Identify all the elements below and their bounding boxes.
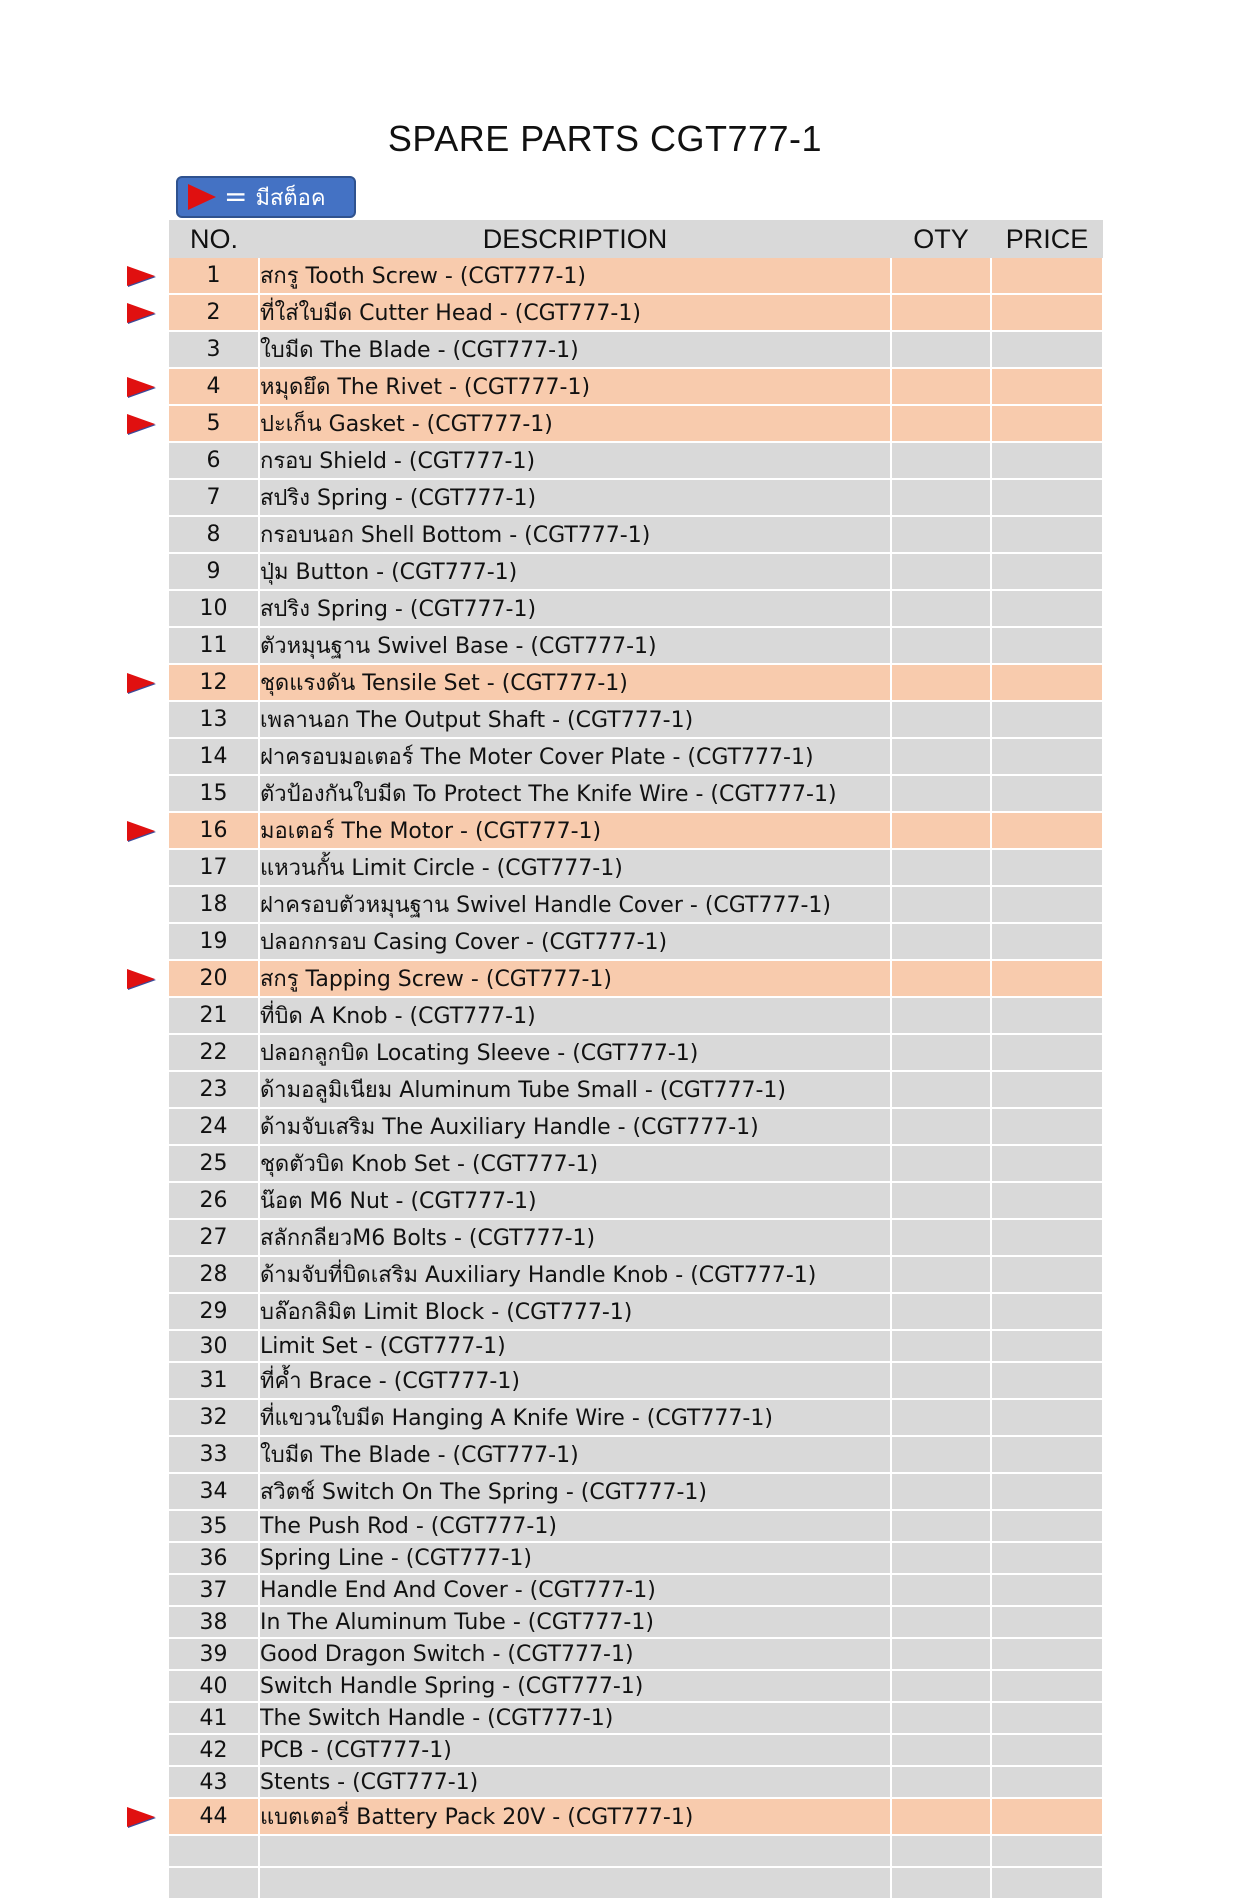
part-number: 43 (169, 1766, 259, 1798)
part-price (991, 1256, 1103, 1293)
part-qty (891, 1108, 991, 1145)
part-qty (891, 294, 991, 331)
table-row (169, 1798, 1103, 1835)
part-price (991, 775, 1103, 812)
part-qty (891, 1766, 991, 1798)
table-row (169, 1734, 1103, 1766)
part-number: 18 (169, 886, 259, 923)
part-price (991, 1766, 1103, 1798)
part-number (169, 1867, 259, 1899)
part-price (991, 1867, 1103, 1899)
header-description: DESCRIPTION (259, 220, 891, 258)
part-qty (891, 1473, 991, 1510)
part-qty (891, 701, 991, 738)
part-price (991, 258, 1103, 294)
part-description: Good Dragon Switch - (CGT777-1) (259, 1638, 891, 1670)
part-price (991, 886, 1103, 923)
stock-legend (176, 176, 356, 218)
part-description: The Push Rod - (CGT777-1) (259, 1510, 891, 1542)
part-qty (891, 1034, 991, 1071)
table-row (169, 997, 1103, 1034)
part-description: น๊อต M6 Nut - (CGT777-1) (259, 1182, 891, 1219)
part-number: 42 (169, 1734, 259, 1766)
table-row (169, 1473, 1103, 1510)
part-price (991, 1071, 1103, 1108)
header-price: PRICE (991, 220, 1103, 258)
part-qty (891, 849, 991, 886)
part-number: 5 (169, 405, 259, 442)
part-description: ชุดตัวบิด Knob Set - (CGT777-1) (259, 1145, 891, 1182)
legend-equals: = (224, 180, 248, 213)
part-price (991, 849, 1103, 886)
part-price (991, 1293, 1103, 1330)
part-number: 11 (169, 627, 259, 664)
red-flag-icon (127, 377, 155, 397)
table-row (169, 1362, 1103, 1399)
table-row (169, 1182, 1103, 1219)
table-row (169, 1638, 1103, 1670)
part-description: ที่ใส่ใบมีด Cutter Head - (CGT777-1) (259, 294, 891, 331)
part-number: 10 (169, 590, 259, 627)
part-description: PCB - (CGT777-1) (259, 1734, 891, 1766)
table-row (169, 1145, 1103, 1182)
part-qty (891, 1670, 991, 1702)
part-description: กรอบนอก Shell Bottom - (CGT777-1) (259, 516, 891, 553)
red-flag-icon (127, 969, 155, 989)
page-title: SPARE PARTS CGT777-1 (387, 118, 823, 159)
part-price (991, 701, 1103, 738)
table-row (169, 1071, 1103, 1108)
part-price (991, 1436, 1103, 1473)
part-price (991, 1702, 1103, 1734)
part-description (259, 1867, 891, 1899)
part-qty (891, 1293, 991, 1330)
part-qty (891, 738, 991, 775)
part-number: 36 (169, 1542, 259, 1574)
part-price (991, 442, 1103, 479)
part-description: ด้ามอลูมิเนียม Aluminum Tube Small - (CGT777-1) (259, 1071, 891, 1108)
header-qty: OTY (891, 220, 991, 258)
part-number: 13 (169, 701, 259, 738)
part-description: ที่แขวนใบมีด Hanging A Knife Wire - (CGT777-1) (259, 1399, 891, 1436)
table-row (169, 1399, 1103, 1436)
part-price (991, 1574, 1103, 1606)
part-price (991, 1670, 1103, 1702)
part-description: ปลอกกรอบ Casing Cover - (CGT777-1) (259, 923, 891, 960)
part-number: 38 (169, 1606, 259, 1638)
part-description: In The Aluminum Tube - (CGT777-1) (259, 1606, 891, 1638)
table-row (169, 368, 1103, 405)
table-row (169, 1702, 1103, 1734)
part-qty (891, 1145, 991, 1182)
part-description: Limit Set - (CGT777-1) (259, 1330, 891, 1362)
part-price (991, 738, 1103, 775)
table-row (169, 738, 1103, 775)
part-price (991, 1835, 1103, 1867)
part-description: ตัวหมุนฐาน Swivel Base - (CGT777-1) (259, 627, 891, 664)
part-number: 7 (169, 479, 259, 516)
part-description: สปริง Spring - (CGT777-1) (259, 590, 891, 627)
part-qty (891, 331, 991, 368)
part-number: 28 (169, 1256, 259, 1293)
part-description: ปะเก็น Gasket - (CGT777-1) (259, 405, 891, 442)
part-price (991, 479, 1103, 516)
part-price (991, 1399, 1103, 1436)
table-row (169, 812, 1103, 849)
part-number: 26 (169, 1182, 259, 1219)
part-price (991, 294, 1103, 331)
part-price (991, 1145, 1103, 1182)
part-number: 29 (169, 1293, 259, 1330)
part-number: 22 (169, 1034, 259, 1071)
part-description: แบตเตอรี่ Battery Pack 20V - (CGT777-1) (259, 1798, 891, 1835)
red-flag-icon (127, 821, 155, 841)
part-number: 15 (169, 775, 259, 812)
part-price (991, 1638, 1103, 1670)
table-row (169, 1293, 1103, 1330)
part-price (991, 1798, 1103, 1835)
part-description: ปุ่ม Button - (CGT777-1) (259, 553, 891, 590)
part-description: สกรู Tooth Screw - (CGT777-1) (259, 258, 891, 294)
part-number: 8 (169, 516, 259, 553)
part-qty (891, 1835, 991, 1867)
part-description: ปลอกลูกบิด Locating Sleeve - (CGT777-1) (259, 1034, 891, 1071)
part-price (991, 1219, 1103, 1256)
table-row (169, 1510, 1103, 1542)
part-number: 40 (169, 1670, 259, 1702)
red-flag-icon (127, 303, 155, 323)
part-description: ฝาครอบตัวหมุนฐาน Swivel Handle Cover - (CGT777-1) (259, 886, 891, 923)
table-row (169, 590, 1103, 627)
table-row (169, 479, 1103, 516)
part-description: Stents - (CGT777-1) (259, 1766, 891, 1798)
part-number: 6 (169, 442, 259, 479)
part-qty (891, 664, 991, 701)
table-row (169, 1108, 1103, 1145)
part-number: 3 (169, 331, 259, 368)
part-description: ด้ามจับเสริม The Auxiliary Handle - (CGT777-1) (259, 1108, 891, 1145)
part-price (991, 1473, 1103, 1510)
part-price (991, 368, 1103, 405)
part-number: 19 (169, 923, 259, 960)
red-flag-icon (127, 266, 155, 286)
header-no: NO. (169, 220, 259, 258)
part-description: Switch Handle Spring - (CGT777-1) (259, 1670, 891, 1702)
part-description: The Switch Handle - (CGT777-1) (259, 1702, 891, 1734)
part-number: 25 (169, 1145, 259, 1182)
part-description: ใบมีด The Blade - (CGT777-1) (259, 1436, 891, 1473)
part-description: สลักกลียวM6 Bolts - (CGT777-1) (259, 1219, 891, 1256)
part-price (991, 923, 1103, 960)
table-row (169, 664, 1103, 701)
table-row (169, 1219, 1103, 1256)
part-description: ตัวป้องกันใบมีด To Protect The Knife Wire - (CGT777-1) (259, 775, 891, 812)
part-description: ฝาครอบมอเตอร์ The Moter Cover Plate - (CGT777-1) (259, 738, 891, 775)
part-qty (891, 1399, 991, 1436)
part-description: บล๊อกลิมิต Limit Block - (CGT777-1) (259, 1293, 891, 1330)
part-number: 44 (169, 1798, 259, 1835)
part-description: สปริง Spring - (CGT777-1) (259, 479, 891, 516)
part-qty (891, 1734, 991, 1766)
part-price (991, 1108, 1103, 1145)
part-qty (891, 368, 991, 405)
part-qty (891, 1542, 991, 1574)
part-number (169, 1835, 259, 1867)
part-qty (891, 1574, 991, 1606)
part-price (991, 1734, 1103, 1766)
table-row (169, 1034, 1103, 1071)
table-row (169, 258, 1103, 294)
part-number: 37 (169, 1574, 259, 1606)
part-number: 2 (169, 294, 259, 331)
part-description (259, 1835, 891, 1867)
part-qty (891, 1182, 991, 1219)
table-row (169, 1256, 1103, 1293)
part-number: 1 (169, 258, 259, 294)
table-row (169, 294, 1103, 331)
part-qty (891, 1362, 991, 1399)
part-qty (891, 1330, 991, 1362)
part-qty (891, 1702, 991, 1734)
part-qty (891, 960, 991, 997)
part-description: หมุดยึด The Rivet - (CGT777-1) (259, 368, 891, 405)
part-description: ที่ค้ำ Brace - (CGT777-1) (259, 1362, 891, 1399)
part-qty (891, 479, 991, 516)
red-flag-icon (127, 1807, 155, 1827)
part-price (991, 627, 1103, 664)
part-qty (891, 258, 991, 294)
table-row (169, 442, 1103, 479)
part-number: 24 (169, 1108, 259, 1145)
part-description: กรอบ Shield - (CGT777-1) (259, 442, 891, 479)
part-description: เพลานอก The Output Shaft - (CGT777-1) (259, 701, 891, 738)
part-qty (891, 516, 991, 553)
part-number: 27 (169, 1219, 259, 1256)
part-qty (891, 1510, 991, 1542)
table-row (169, 849, 1103, 886)
red-flag-icon (127, 673, 155, 693)
table-row (169, 1542, 1103, 1574)
table-row (169, 1867, 1103, 1899)
part-qty (891, 1867, 991, 1899)
part-price (991, 812, 1103, 849)
part-number: 33 (169, 1436, 259, 1473)
parts-table-body (169, 258, 1103, 1899)
part-qty (891, 812, 991, 849)
part-price (991, 553, 1103, 590)
table-header-row (169, 220, 1103, 258)
part-qty (891, 1606, 991, 1638)
table-row (169, 1330, 1103, 1362)
part-number: 17 (169, 849, 259, 886)
part-price (991, 590, 1103, 627)
parts-table (169, 220, 1104, 1900)
part-qty (891, 405, 991, 442)
legend-label: มีสต็อค (255, 185, 326, 211)
red-flag-icon (188, 184, 216, 210)
part-qty (891, 997, 991, 1034)
part-qty (891, 627, 991, 664)
part-description: Handle End And Cover - (CGT777-1) (259, 1574, 891, 1606)
part-qty (891, 1436, 991, 1473)
part-qty (891, 886, 991, 923)
table-row (169, 923, 1103, 960)
part-number: 30 (169, 1330, 259, 1362)
part-price (991, 1034, 1103, 1071)
part-price (991, 960, 1103, 997)
table-row (169, 886, 1103, 923)
part-number: 41 (169, 1702, 259, 1734)
part-price (991, 1182, 1103, 1219)
part-price (991, 331, 1103, 368)
red-flag-icon (127, 414, 155, 434)
part-qty (891, 1219, 991, 1256)
part-price (991, 1330, 1103, 1362)
part-qty (891, 1638, 991, 1670)
table-row (169, 960, 1103, 997)
part-price (991, 1510, 1103, 1542)
part-number: 14 (169, 738, 259, 775)
table-row (169, 1574, 1103, 1606)
table-row (169, 405, 1103, 442)
part-price (991, 1362, 1103, 1399)
table-row (169, 516, 1103, 553)
part-price (991, 664, 1103, 701)
part-qty (891, 1256, 991, 1293)
table-row (169, 1766, 1103, 1798)
part-number: 35 (169, 1510, 259, 1542)
part-number: 9 (169, 553, 259, 590)
part-description: มอเตอร์ The Motor - (CGT777-1) (259, 812, 891, 849)
part-qty (891, 1798, 991, 1835)
table-row (169, 1606, 1103, 1638)
table-row (169, 1436, 1103, 1473)
part-description: ที่บิด A Knob - (CGT777-1) (259, 997, 891, 1034)
part-number: 21 (169, 997, 259, 1034)
part-description: Spring Line - (CGT777-1) (259, 1542, 891, 1574)
part-description: ด้ามจับที่บิดเสริม Auxiliary Handle Knob - (CGT777-1) (259, 1256, 891, 1293)
table-row (169, 775, 1103, 812)
part-price (991, 405, 1103, 442)
part-number: 39 (169, 1638, 259, 1670)
part-qty (891, 775, 991, 812)
part-number: 32 (169, 1399, 259, 1436)
part-description: สกรู Tapping Screw - (CGT777-1) (259, 960, 891, 997)
part-qty (891, 442, 991, 479)
part-price (991, 1542, 1103, 1574)
part-description: แหวนกั้น Limit Circle - (CGT777-1) (259, 849, 891, 886)
part-price (991, 516, 1103, 553)
table-row (169, 1670, 1103, 1702)
part-number: 16 (169, 812, 259, 849)
part-price (991, 997, 1103, 1034)
part-number: 20 (169, 960, 259, 997)
table-row (169, 627, 1103, 664)
table-row (169, 701, 1103, 738)
table-row (169, 1835, 1103, 1867)
part-number: 23 (169, 1071, 259, 1108)
part-number: 34 (169, 1473, 259, 1510)
part-number: 12 (169, 664, 259, 701)
part-description: สวิตช์ Switch On The Spring - (CGT777-1) (259, 1473, 891, 1510)
part-description: ใบมีด The Blade - (CGT777-1) (259, 331, 891, 368)
part-qty (891, 590, 991, 627)
part-number: 31 (169, 1362, 259, 1399)
part-description: ชุดแรงดัน Tensile Set - (CGT777-1) (259, 664, 891, 701)
part-qty (891, 1071, 991, 1108)
part-qty (891, 553, 991, 590)
part-price (991, 1606, 1103, 1638)
part-number: 4 (169, 368, 259, 405)
part-qty (891, 923, 991, 960)
table-row (169, 331, 1103, 368)
table-row (169, 553, 1103, 590)
